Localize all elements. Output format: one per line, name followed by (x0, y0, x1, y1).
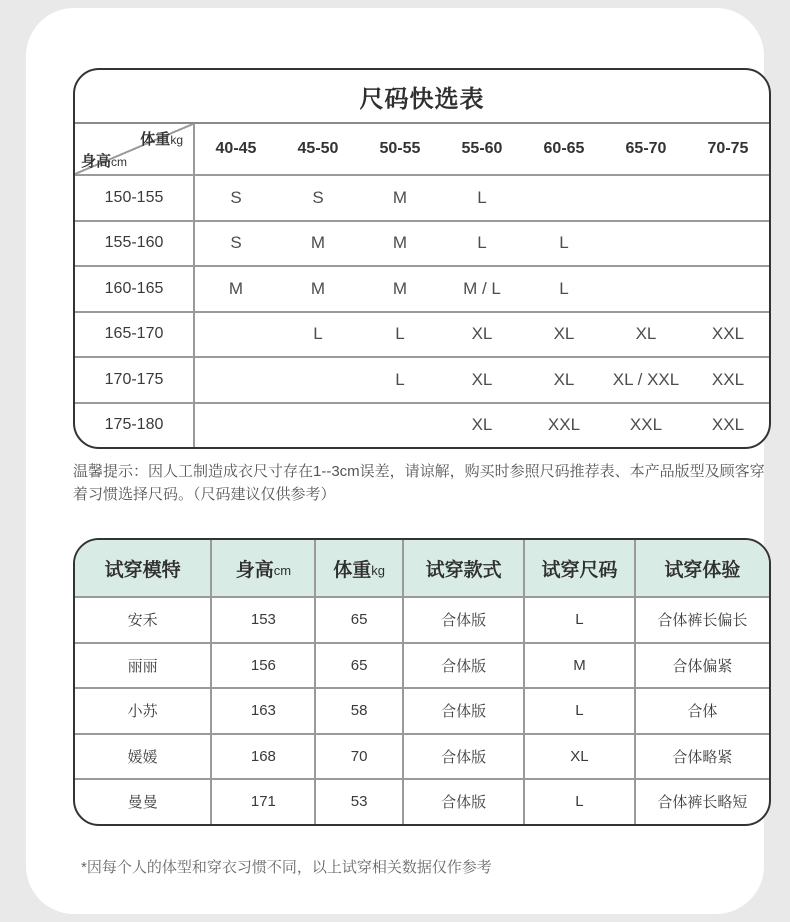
size-chart-body (75, 174, 769, 447)
size-cell: L (477, 187, 487, 207)
fit-table-header-cell (314, 540, 401, 596)
size-cell: XXL (629, 415, 663, 435)
size-cell: XL / XXL (612, 369, 680, 389)
weight-range-header: 70-75 (707, 140, 749, 157)
fit-header-label: 试穿款式 (425, 559, 502, 581)
fit-style-cell: 合体版 (402, 735, 523, 779)
fit-style-cell: 合体版 (402, 644, 523, 688)
fit-style-cell: 合体版 (402, 598, 523, 642)
size-cell: XL (635, 324, 657, 344)
weight-axis-unit: kg (170, 133, 183, 147)
height-range-cell: 150-155 (75, 176, 195, 220)
weight-column-headers (195, 124, 769, 174)
fit-header-unit: kg (371, 563, 386, 578)
weight-range-header: 50-55 (379, 140, 421, 157)
fit-size-cell: L (523, 689, 633, 733)
fit-experience-cell: 合体偏紧 (634, 644, 769, 688)
size-cell: L (559, 278, 569, 298)
size-cell: L (477, 233, 487, 253)
fit-header-label: 试穿体验 (664, 559, 741, 581)
size-cell: XL (553, 369, 575, 389)
fit-header-label: 试穿尺码 (541, 559, 618, 581)
fit-experience-cell: 合体裤长略短 (634, 780, 769, 824)
height-axis-text: 身高 (81, 153, 112, 170)
size-cell (359, 404, 441, 448)
model-name-cell: 小苏 (127, 703, 158, 721)
model-height-cell: 171 (210, 780, 314, 824)
size-cell (687, 267, 769, 311)
fit-table-header-cell (634, 540, 769, 596)
fit-table-header-cell (523, 540, 633, 596)
fit-table-header-row (75, 540, 769, 596)
model-name-cell: 媛媛 (127, 748, 158, 766)
size-cell: L (559, 233, 569, 253)
model-weight-cell: 65 (314, 644, 401, 688)
weight-range-header: 55-60 (461, 140, 503, 157)
fit-report-table (73, 538, 771, 826)
size-chart-row (75, 174, 769, 220)
fit-experience-cell: 合体略紧 (634, 735, 769, 779)
fit-size-cell: L (523, 598, 633, 642)
model-weight-cell: 53 (314, 780, 401, 824)
fit-table-header-cell (75, 540, 210, 596)
size-chart-row (75, 311, 769, 357)
size-cell: XL (471, 415, 493, 435)
size-chart-row (75, 265, 769, 311)
size-cell: XXL (711, 369, 745, 389)
height-range-cell: 170-175 (75, 358, 195, 402)
weight-range-header: 60-65 (543, 140, 585, 157)
size-cell (195, 313, 277, 357)
size-chart-row (75, 220, 769, 266)
fit-table-header-cell (210, 540, 314, 596)
size-cell: M (310, 278, 326, 298)
size-cell (523, 176, 605, 220)
weight-range-header: 40-45 (215, 140, 257, 157)
size-cell: M (228, 278, 244, 298)
model-name-cell: 安禾 (127, 612, 158, 630)
footnote-text: *因每个人的体型和穿衣习惯不同，以上试穿相关数据仅作参考 (81, 859, 492, 876)
weight-range-header: 45-50 (297, 140, 339, 157)
height-range-cell: 155-160 (75, 222, 195, 266)
fit-table-row (75, 733, 769, 779)
weight-axis-label (140, 128, 183, 149)
size-cell: M (392, 233, 408, 253)
size-cell: S (312, 187, 324, 207)
size-cell: XXL (547, 415, 581, 435)
size-cell (195, 358, 277, 402)
size-cell: M (392, 187, 408, 207)
size-chart-table (73, 68, 771, 449)
model-name-cell: 曼曼 (127, 794, 158, 812)
size-cell: M / L (463, 278, 501, 298)
content-card (26, 8, 764, 914)
size-cell: XL (471, 369, 493, 389)
size-chart-header-row (75, 124, 769, 174)
model-weight-cell: 70 (314, 735, 401, 779)
height-axis-label (81, 150, 127, 171)
size-cell: L (395, 324, 405, 344)
fit-size-cell: L (523, 780, 633, 824)
weight-axis-text: 体重 (140, 131, 171, 148)
fit-table-body (75, 596, 769, 824)
size-cell: XXL (711, 415, 745, 435)
model-height-cell: 153 (210, 598, 314, 642)
size-cell: S (230, 233, 242, 253)
height-range-cell: 160-165 (75, 267, 195, 311)
size-chart-row (75, 356, 769, 402)
size-cell: L (395, 369, 405, 389)
size-cell: L (313, 324, 323, 344)
height-range-cell: 175-180 (75, 404, 195, 448)
model-name-cell: 丽丽 (127, 657, 158, 675)
size-cell: S (230, 187, 242, 207)
size-cell: XXL (711, 324, 745, 344)
size-chart-row (75, 402, 769, 448)
model-weight-cell: 58 (314, 689, 401, 733)
size-cell (195, 404, 277, 448)
fit-experience-cell: 合体 (634, 689, 769, 733)
size-cell (277, 358, 359, 402)
model-height-cell: 163 (210, 689, 314, 733)
model-height-cell: 168 (210, 735, 314, 779)
weight-range-header: 65-70 (625, 140, 667, 157)
fit-header-label: 试穿模特 (104, 559, 181, 581)
fit-header-unit: cm (273, 563, 292, 578)
fit-table-row (75, 642, 769, 688)
size-cell (605, 267, 687, 311)
fit-header-label: 身高 (235, 559, 274, 581)
fit-size-cell: XL (523, 735, 633, 779)
model-weight-cell: 65 (314, 598, 401, 642)
size-cell (605, 176, 687, 220)
fit-table-row (75, 687, 769, 733)
size-cell: M (392, 278, 408, 298)
fit-table-header-cell (402, 540, 523, 596)
height-range-cell: 165-170 (75, 313, 195, 357)
fit-table-row (75, 778, 769, 824)
fit-style-cell: 合体版 (402, 780, 523, 824)
size-cell (605, 222, 687, 266)
fit-size-cell: M (523, 644, 633, 688)
diagonal-header-cell (75, 124, 195, 174)
fit-header-label: 体重 (333, 559, 372, 581)
fit-table-row (75, 596, 769, 642)
size-cell: XL (553, 324, 575, 344)
fit-experience-cell: 合体裤长偏长 (634, 598, 769, 642)
size-cell (277, 404, 359, 448)
size-notice-text: 温馨提示：因人工制造成衣尺寸存在1--3cm误差，请谅解，购买时参照尺码推荐表、本产品版型及顾客穿着习惯选择尺码。（尺码建议仅供参考） (73, 463, 765, 503)
size-cell (687, 222, 769, 266)
size-chart-title: 尺码快选表 (75, 70, 769, 124)
model-height-cell: 156 (210, 644, 314, 688)
height-axis-unit: cm (111, 155, 128, 169)
size-cell: M (310, 233, 326, 253)
fit-style-cell: 合体版 (402, 689, 523, 733)
size-cell (687, 176, 769, 220)
size-cell: XL (471, 324, 493, 344)
